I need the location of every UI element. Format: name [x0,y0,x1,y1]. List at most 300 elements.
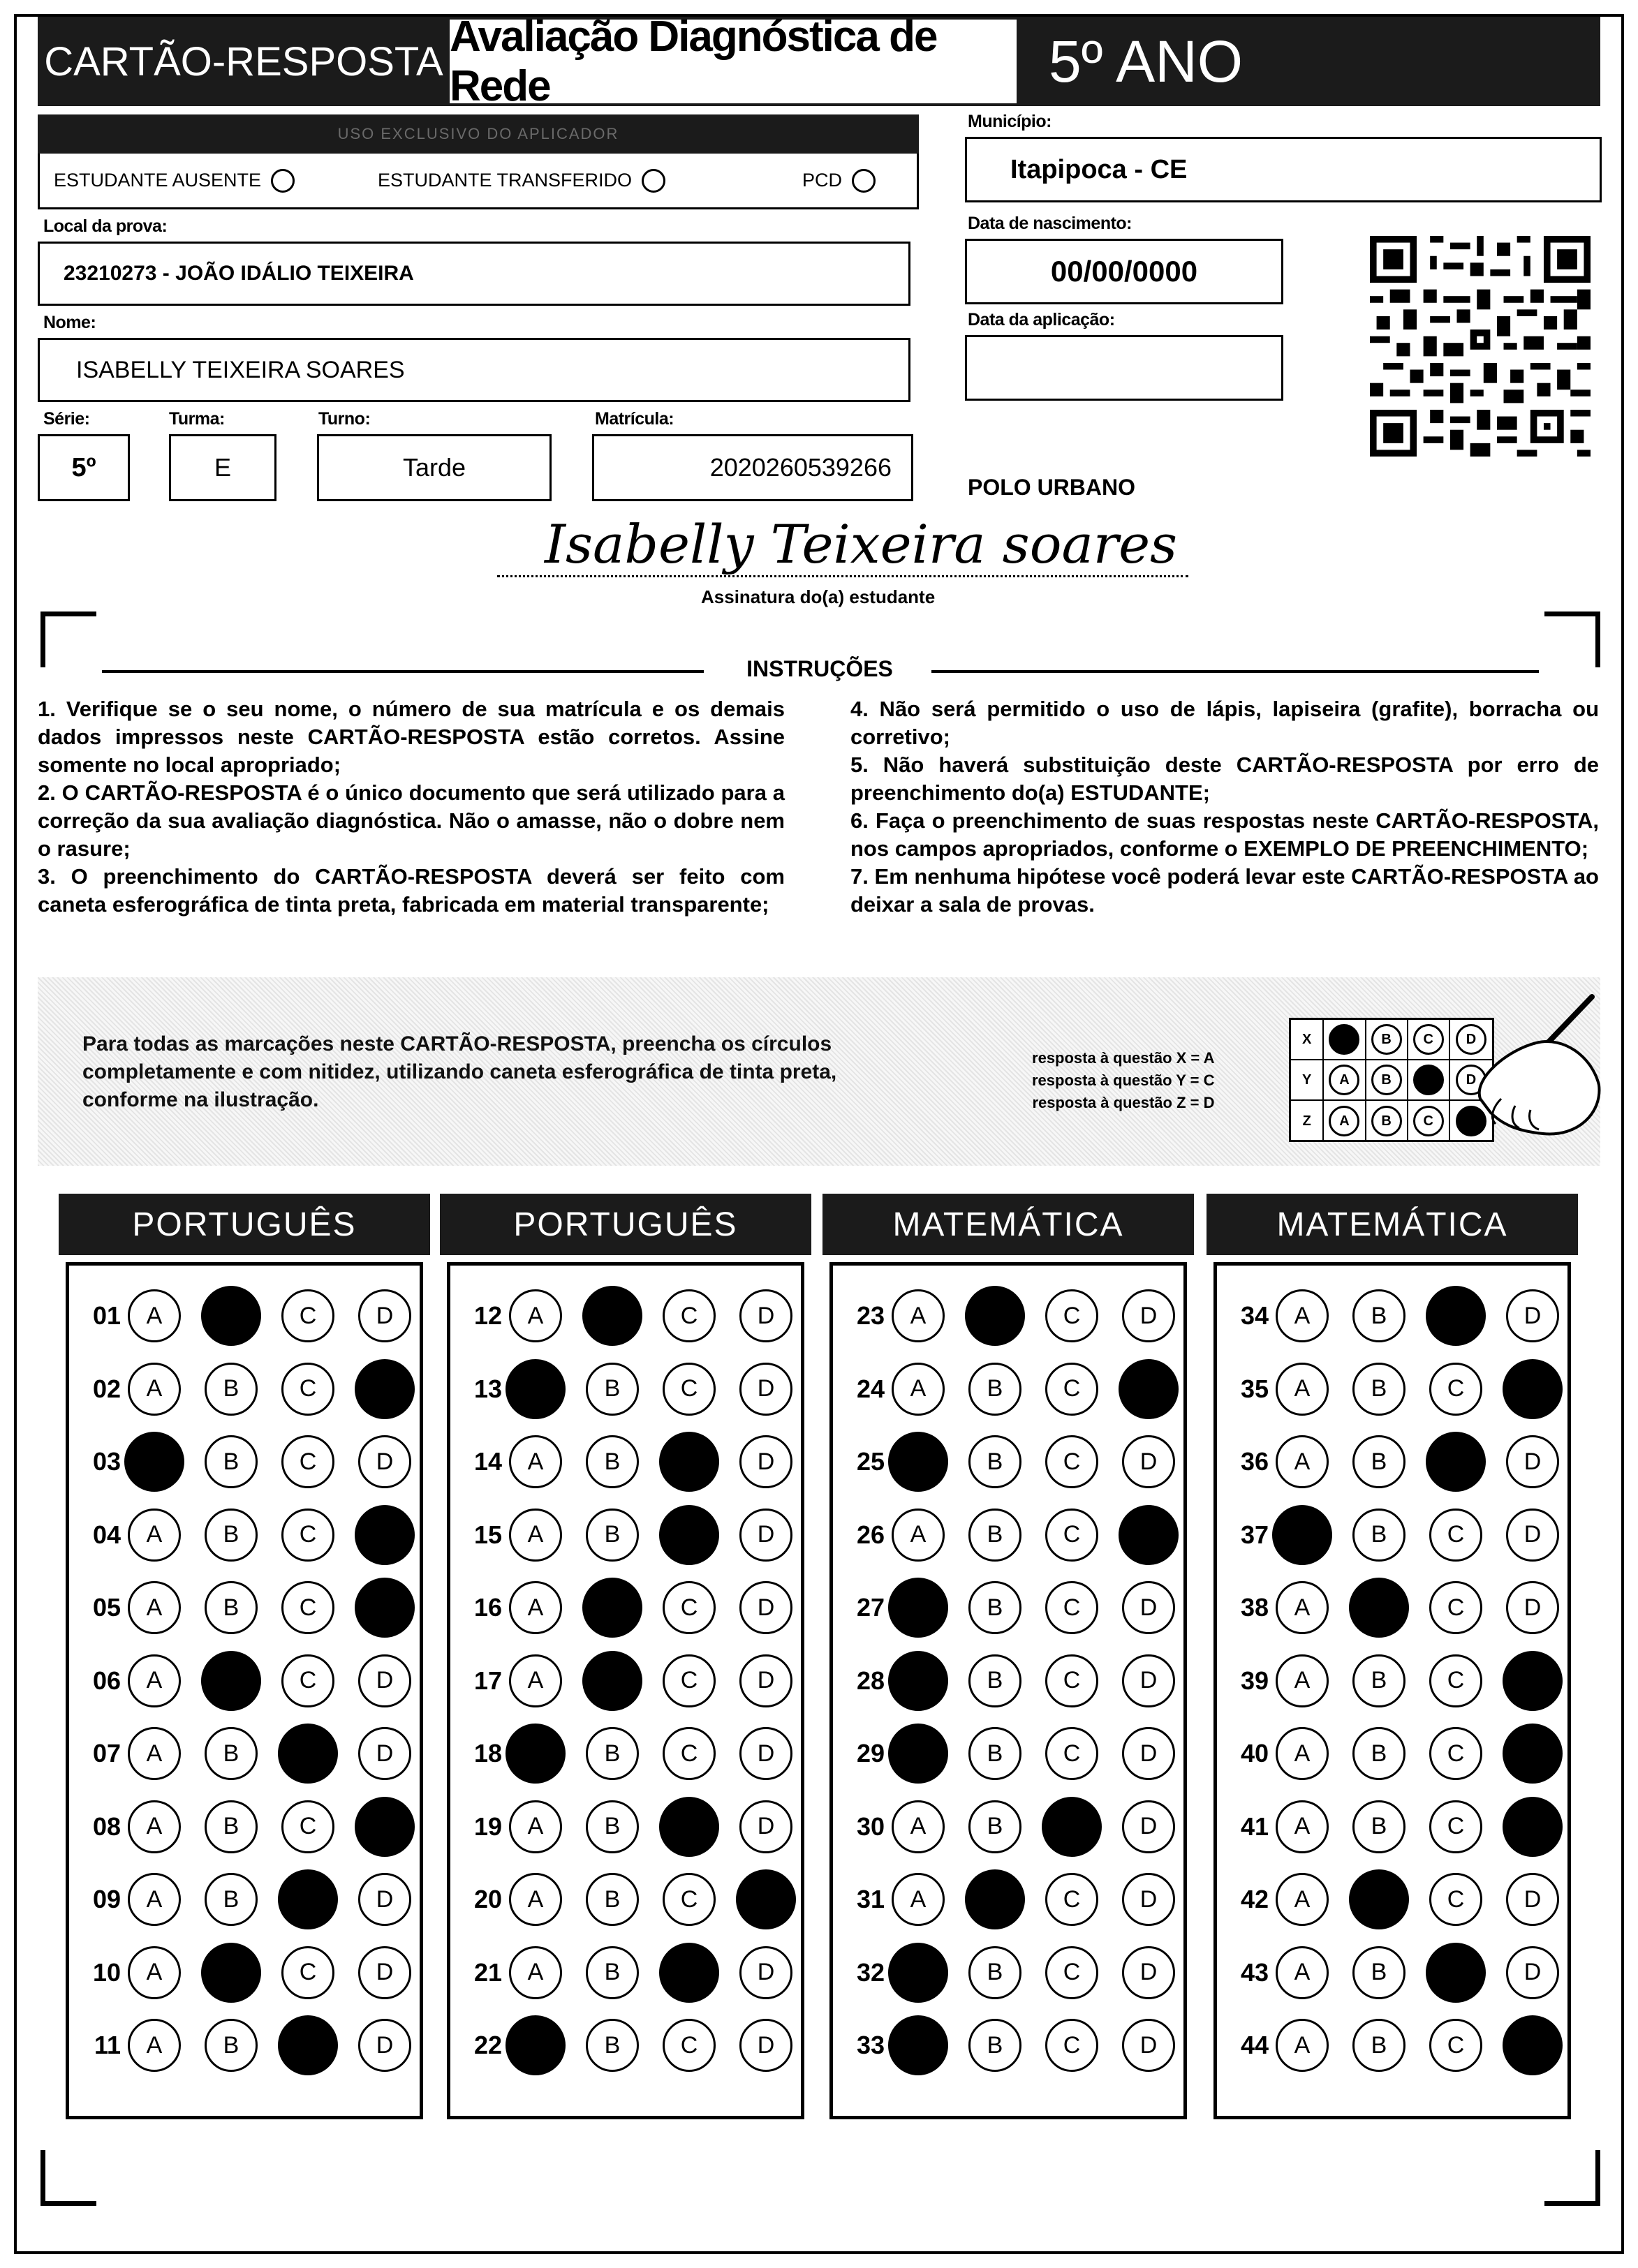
answer-bubble-c[interactable]: C [1045,2019,1098,2072]
answer-bubble-b[interactable]: B [586,1800,639,1853]
answer-bubble-d[interactable]: D [358,1435,411,1488]
transferred-option[interactable] [378,169,665,193]
question-number: 20 [473,1885,502,1913]
signature-line [497,575,1188,577]
question-number: 02 [92,1374,121,1403]
answer-bubble-a[interactable] [888,1651,948,1711]
answer-bubble-d[interactable] [355,1797,415,1857]
question-row [1217,1571,1583,1644]
question-number: 36 [1240,1447,1269,1476]
answer-bubble-b[interactable]: B [586,1727,639,1780]
question-number: 25 [856,1447,885,1476]
question-row [69,1791,435,1863]
answer-bubble-c[interactable] [1426,1286,1486,1346]
answer-bubble-b[interactable]: B [968,1946,1021,1999]
example-bubble: B [1371,1065,1402,1095]
question-row [1217,1717,1583,1790]
turno-field: Tarde [317,434,552,501]
question-number: 04 [92,1520,121,1549]
question-row [69,2009,435,2082]
question-number: 37 [1240,1520,1269,1549]
answer-bubble-c[interactable]: C [281,1509,334,1562]
answer-bubble-b[interactable]: B [1352,1289,1405,1342]
question-row [833,1280,1199,1352]
question-row [1217,1936,1583,2009]
answer-bubble-c[interactable]: C [281,1289,334,1342]
answer-bubble-d[interactable]: D [1122,1873,1175,1926]
question-number: 19 [473,1811,502,1841]
section-title: MATEMÁTICA [1207,1194,1578,1255]
answer-bubble-b[interactable]: B [968,1654,1021,1707]
question-row [1217,1863,1583,1936]
answer-bubble-b[interactable]: B [205,1873,258,1926]
answer-bubble-d[interactable]: D [1122,2019,1175,2072]
answer-bubble-c[interactable]: C [663,1363,716,1416]
answer-bubble-b[interactable]: B [205,1363,258,1416]
answer-bubble-a[interactable]: A [128,1363,181,1416]
instruction-6: 6. Faça o preenchimento de suas respostas neste CARTÃO-RESPOSTA, nos campos apropriados, conforme o EXEMPLO DE PREENCHIMENTO; [850,808,1599,861]
question-row [450,1791,816,1863]
question-row [69,1280,435,1352]
answer-bubble-c[interactable]: C [281,1581,334,1634]
answer-bubble-b[interactable]: B [586,1509,639,1562]
answer-bubble-a[interactable]: A [509,1509,562,1562]
polo-label: POLO URBANO [968,475,1135,500]
question-row [1217,1645,1583,1717]
local-label: Local da prova: [43,216,168,236]
question-row [69,1936,435,2009]
pcd-option[interactable] [802,169,876,193]
answer-bubble-c[interactable]: C [663,1289,716,1342]
answer-bubble-c[interactable]: C [1429,1800,1482,1853]
answer-bubble-c[interactable]: C [663,2019,716,2072]
question-number: 40 [1240,1739,1269,1767]
aplicacao-field [965,335,1283,401]
example-bubble: A [1329,1106,1359,1136]
answer-bubble-c[interactable] [659,1432,719,1492]
answer-bubble-a[interactable]: A [509,1800,562,1853]
answer-bubble-b[interactable]: B [1352,1800,1405,1853]
question-row [833,1791,1199,1863]
question-number: 23 [856,1301,885,1330]
answer-bubble-b[interactable]: B [1352,1363,1405,1416]
question-number: 43 [1240,1957,1269,1987]
answer-bubble-c[interactable] [278,1869,338,1929]
answer-bubble-c[interactable]: C [663,1873,716,1926]
answer-bubble-c[interactable]: C [663,1581,716,1634]
answer-bubble-d[interactable]: D [739,1946,792,1999]
answer-bubble-b[interactable]: B [205,1435,258,1488]
answer-bubble-a[interactable]: A [1276,1435,1329,1488]
answer-bubble-c[interactable]: C [281,1800,334,1853]
question-number: 42 [1240,1885,1269,1913]
answer-bubble-a[interactable]: A [1276,1873,1329,1926]
instruction-2: 2. O CARTÃO-RESPOSTA é o único documento que será utilizado para a correção da sua avaliação diagnóstica. Não o amasse, não o dobre nem o rasure; [38,780,785,861]
answer-bubble-b[interactable]: B [205,2019,258,2072]
answer-bubble-a[interactable]: A [1276,2019,1329,2072]
instructions-left [38,695,785,919]
answer-bubble-d[interactable] [1503,1797,1563,1857]
answer-bubble-b[interactable]: B [968,1581,1021,1634]
question-number: 32 [856,1957,885,1987]
question-row [833,1645,1199,1717]
answer-bubble-b[interactable] [965,1286,1025,1346]
question-row [833,2009,1199,2082]
municipio-field: Itapipoca - CE [965,137,1602,202]
question-row [450,1280,816,1352]
question-number: 05 [92,1593,121,1622]
answer-bubble-a[interactable]: A [128,1946,181,1999]
question-row [1217,1280,1583,1352]
answer-bubble-d[interactable]: D [739,1800,792,1853]
question-number: 13 [473,1374,502,1403]
example-bubble: B [1371,1024,1402,1055]
answer-bubble-a[interactable] [506,2015,566,2075]
answer-bubble-c[interactable] [659,1797,719,1857]
answer-bubble-d[interactable] [355,1359,415,1419]
answer-bubble-a[interactable]: A [509,1435,562,1488]
instruction-3: 3. O preenchimento do CARTÃO-RESPOSTA deverá ser feito com caneta esferográfica de tinta preta, fabricada em material transparente; [38,864,785,917]
answer-bubble-c[interactable]: C [1045,1727,1098,1780]
example-row-key: Y [1291,1060,1324,1099]
matricula-label: Matrícula: [595,409,674,429]
example-row-key: Z [1291,1101,1324,1141]
instruction-5: 5. Não haverá substituição deste CARTÃO-RESPOSTA por erro de preenchimento do(a) ESTUDANTE; [850,753,1599,805]
transferred-bubble[interactable] [642,169,665,193]
question-row [450,2009,816,2082]
answer-bubble-a[interactable]: A [509,1581,562,1634]
answer-bubble-a[interactable] [506,1724,566,1784]
answer-bubble-b[interactable]: B [968,1363,1021,1416]
answer-bubble-c[interactable] [278,2015,338,2075]
answer-bubble-d[interactable]: D [358,1727,411,1780]
card-title: CARTÃO-RESPOSTA [38,17,450,106]
answer-bubble-d[interactable] [1503,2015,1563,2075]
answer-bubble-d[interactable]: D [1506,1946,1559,1999]
qr-code-icon [1370,236,1591,457]
answer-bubble-a[interactable]: A [1276,1363,1329,1416]
answer-bubble-a[interactable]: A [892,1800,945,1853]
question-number: 11 [94,2031,121,2059]
answer-bubble-c[interactable]: C [1429,1581,1482,1634]
hand-with-pen-icon [1452,994,1606,1141]
question-row [1217,1791,1583,1863]
question-row [833,1717,1199,1790]
answer-bubble-a[interactable]: A [128,2019,181,2072]
instruction-4: 4. Não será permitido o uso de lápis, lapiseira (grafite), borracha ou corretivo; [850,697,1599,749]
answer-bubble-c[interactable]: C [281,1946,334,1999]
question-row [450,1425,816,1498]
question-number: 14 [473,1447,502,1476]
answer-bubble-b[interactable]: B [205,1727,258,1780]
answer-bubble-d[interactable] [355,1505,415,1565]
answer-bubble-b[interactable]: B [1352,1654,1405,1707]
answer-bubble-d[interactable]: D [358,2019,411,2072]
example-text: Para todas as marcações neste CARTÃO-RESPOSTA, preencha os círculos completamente e com nitidez, utilizando caneta esferográfica de tinta preta, conforme na ilustração. [82,1032,837,1111]
question-number: 38 [1240,1593,1269,1622]
answer-bubble-d[interactable]: D [739,1289,792,1342]
answer-bubble-b[interactable]: B [205,1800,258,1853]
answer-bubble-b[interactable] [582,1651,642,1711]
answer-bubble-b[interactable] [201,1651,261,1711]
answer-bubble-b[interactable] [201,1286,261,1346]
section-answers [1213,1262,1571,2119]
applicant-only-bar: USO EXCLUSIVO DO APLICADOR [38,114,919,154]
question-row [450,1717,816,1790]
question-number: 12 [473,1301,502,1330]
signature-label: Assinatura do(a) estudante [701,586,936,607]
question-number: 29 [856,1739,885,1767]
corner-mark-top-left [40,612,96,667]
answer-bubble-a[interactable]: A [509,1873,562,1926]
answer-bubble-d[interactable]: D [1506,1435,1559,1488]
answer-bubble-a[interactable]: A [128,1800,181,1853]
answer-bubble-a[interactable]: A [509,1289,562,1342]
question-row [69,1353,435,1425]
answer-bubble-d[interactable]: D [1122,1289,1175,1342]
question-row [69,1717,435,1790]
answer-bubble-a[interactable]: A [509,1946,562,1999]
answer-bubble-d[interactable] [355,1578,415,1638]
question-number: 10 [92,1957,121,1987]
answer-bubble-a[interactable]: A [892,1289,945,1342]
municipio-label: Município: [968,112,1052,131]
question-row [833,1353,1199,1425]
answer-bubble-b[interactable]: B [586,2019,639,2072]
answer-bubble-a[interactable] [888,1432,948,1492]
answer-bubble-a[interactable]: A [128,1509,181,1562]
answer-bubble-c[interactable]: C [1045,1509,1098,1562]
answer-bubble-d[interactable]: D [1122,1727,1175,1780]
answer-bubble-d[interactable]: D [739,1727,792,1780]
question-row [450,1499,816,1571]
answer-bubble-d[interactable]: D [1506,1873,1559,1926]
answer-bubble-c[interactable]: C [1429,1363,1482,1416]
answer-bubble-a[interactable]: A [892,1873,945,1926]
answer-bubble-c[interactable]: C [281,1363,334,1416]
section-title: PORTUGUÊS [59,1194,430,1255]
answer-bubble-d[interactable]: D [358,1654,411,1707]
answer-bubble-a[interactable] [888,1943,948,2003]
question-number: 08 [92,1811,121,1841]
answer-bubble-d[interactable] [1119,1359,1179,1419]
turma-field: E [169,434,276,501]
answer-bubble-b[interactable]: B [968,1800,1021,1853]
transferred-label: ESTUDANTE TRANSFERIDO [378,170,633,191]
example-row-key: X [1291,1020,1324,1059]
aplicacao-label: Data da aplicação: [968,310,1115,329]
answer-bubble-b[interactable]: B [586,1873,639,1926]
answer-bubble-c[interactable] [1042,1797,1102,1857]
answer-bubble-c[interactable]: C [281,1654,334,1707]
answer-bubble-b[interactable] [965,1869,1025,1929]
answer-bubble-c[interactable] [278,1724,338,1784]
answer-bubble-c[interactable] [1426,1432,1486,1492]
answer-bubble-b[interactable] [582,1286,642,1346]
answer-bubble-a[interactable] [124,1432,184,1492]
turma-label: Turma: [169,409,225,429]
answer-bubble-a[interactable]: A [892,1363,945,1416]
answer-bubble-c[interactable]: C [663,1727,716,1780]
answer-bubble-d[interactable]: D [739,1435,792,1488]
question-number: 16 [473,1593,502,1622]
answer-bubble-a[interactable]: A [128,1654,181,1707]
answer-bubble-c[interactable]: C [663,1654,716,1707]
answer-bubble-d[interactable] [1503,1651,1563,1711]
answer-bubble-b[interactable]: B [586,1363,639,1416]
answer-bubble-c[interactable]: C [1045,1654,1098,1707]
example-bubble: D [1456,1065,1486,1095]
answer-bubble-a[interactable]: A [128,1873,181,1926]
question-number: 28 [856,1666,885,1695]
answer-bubble-d[interactable]: D [1122,1581,1175,1634]
question-number: 07 [92,1739,121,1767]
matricula-field: 2020260539266 [592,434,913,501]
answer-bubble-d[interactable]: D [1122,1946,1175,1999]
answer-bubble-d[interactable]: D [739,1509,792,1562]
answer-bubble-d[interactable] [1503,1359,1563,1419]
question-number: 39 [1240,1666,1269,1695]
answer-bubble-d[interactable]: D [739,1363,792,1416]
answer-bubble-b[interactable]: B [1352,1509,1405,1562]
question-row [69,1571,435,1644]
question-row [1217,1353,1583,1425]
local-field: 23210273 - JOÃO IDÁLIO TEIXEIRA [38,242,910,306]
question-number: 24 [856,1374,885,1403]
instructions-right [850,695,1599,919]
question-row [1217,1499,1583,1571]
example-bubble: C [1413,1024,1444,1055]
answer-bubble-d[interactable]: D [739,2019,792,2072]
question-number: 09 [92,1885,121,1913]
example-bubble: A [1329,1065,1359,1095]
absent-option[interactable] [54,169,295,193]
section-answers [829,1262,1187,2119]
question-row [450,1645,816,1717]
answer-bubble-b[interactable]: B [1352,1727,1405,1780]
question-row [833,1571,1199,1644]
section-answers [447,1262,804,2119]
answer-bubble-c[interactable]: C [1045,1946,1098,1999]
answer-bubble-d[interactable]: D [739,1581,792,1634]
answer-bubble-a[interactable]: A [1276,1800,1329,1853]
absent-label: ESTUDANTE AUSENTE [54,170,262,191]
answer-bubble-d[interactable]: D [1506,1509,1559,1562]
answer-bubble-b[interactable] [582,1578,642,1638]
question-number: 34 [1240,1301,1269,1330]
answer-bubble-b[interactable] [201,1943,261,2003]
answer-bubble-a[interactable]: A [128,1727,181,1780]
answer-bubble-d[interactable]: D [1122,1654,1175,1707]
answer-bubble-c[interactable] [659,1505,719,1565]
answer-bubble-a[interactable] [888,2015,948,2075]
question-number: 26 [856,1520,885,1549]
answer-bubble-c[interactable]: C [1429,1727,1482,1780]
answer-bubble-c[interactable]: C [1429,1873,1482,1926]
answer-bubble-d[interactable]: D [1506,1289,1559,1342]
example-bubble: B [1371,1106,1402,1136]
question-row [69,1499,435,1571]
answer-bubble-d[interactable] [736,1869,796,1929]
answer-bubble-c[interactable]: C [1045,1435,1098,1488]
absent-bubble[interactable] [271,169,295,193]
answer-bubble-d[interactable]: D [358,1946,411,1999]
question-number: 15 [473,1520,502,1549]
answer-bubble-a[interactable]: A [128,1289,181,1342]
answer-bubble-c[interactable]: C [1429,1654,1482,1707]
answer-bubble-b[interactable] [1349,1578,1409,1638]
answer-bubble-d[interactable]: D [1122,1800,1175,1853]
answer-bubble-c[interactable] [1426,1943,1486,2003]
question-row [833,1499,1199,1571]
pcd-bubble[interactable] [852,169,876,193]
answer-bubble-a[interactable]: A [892,1509,945,1562]
pcd-label: PCD [802,170,843,191]
answer-bubble-d[interactable] [1503,1724,1563,1784]
answer-bubble-b[interactable]: B [1352,1946,1405,1999]
answer-bubble-b[interactable]: B [205,1581,258,1634]
answer-bubble-d[interactable]: D [739,1654,792,1707]
example-legend [1032,1047,1214,1114]
answer-bubble-b[interactable]: B [586,1435,639,1488]
answer-bubble-d[interactable]: D [358,1289,411,1342]
answer-bubble-b[interactable]: B [968,1509,1021,1562]
answer-bubble-b[interactable]: B [968,1435,1021,1488]
answer-bubble-a[interactable]: A [1276,1289,1329,1342]
answer-bubble-c[interactable]: C [1045,1363,1098,1416]
answer-bubble-b[interactable]: B [1352,1435,1405,1488]
answer-bubble-b[interactable]: B [968,2019,1021,2072]
turno-label: Turno: [318,409,371,429]
nome-field: ISABELLY TEIXEIRA SOARES [38,338,910,402]
answer-bubble-a[interactable]: A [509,1654,562,1707]
answer-bubble-a[interactable]: A [128,1581,181,1634]
question-number: 03 [92,1447,121,1476]
exam-title: Avaliação Diagnóstica de Rede [450,17,1017,106]
answer-bubble-a[interactable] [888,1578,948,1638]
answer-bubble-a[interactable] [506,1359,566,1419]
applicant-box [38,154,919,209]
answer-bubble-c[interactable] [659,1943,719,2003]
answer-bubble-c[interactable]: C [1429,2019,1482,2072]
question-row [450,1571,816,1644]
answer-bubble-c[interactable]: C [1045,1873,1098,1926]
answer-bubble-a[interactable] [1272,1505,1332,1565]
grade-title: 5º ANO [1017,17,1600,106]
answer-bubble-b[interactable]: B [586,1946,639,1999]
answer-bubble-a[interactable]: A [1276,1727,1329,1780]
answer-bubble-c[interactable]: C [1429,1509,1482,1562]
answer-bubble-c[interactable]: C [281,1435,334,1488]
answer-bubble-d[interactable] [1119,1505,1179,1565]
answer-bubble-a[interactable]: A [1276,1654,1329,1707]
answer-bubble-a[interactable]: A [1276,1946,1329,1999]
answer-bubble-a[interactable] [888,1724,948,1784]
answer-bubble-a[interactable]: A [1276,1581,1329,1634]
instruction-7: 7. Em nenhuma hipótese você poderá levar este CARTÃO-RESPOSTA ao deixar a sala de provas. [850,864,1599,917]
answer-bubble-c[interactable]: C [1045,1289,1098,1342]
question-row [69,1863,435,1936]
answer-bubble-b[interactable]: B [205,1509,258,1562]
answer-bubble-d[interactable]: D [358,1873,411,1926]
answer-bubble-b[interactable] [1349,1869,1409,1929]
answer-bubble-d[interactable]: D [1506,1581,1559,1634]
answer-bubble-b[interactable]: B [1352,2019,1405,2072]
answer-bubble-b[interactable]: B [968,1727,1021,1780]
question-number: 21 [473,1957,502,1987]
answer-bubble-d[interactable]: D [1122,1435,1175,1488]
answer-bubble-c[interactable]: C [1045,1581,1098,1634]
